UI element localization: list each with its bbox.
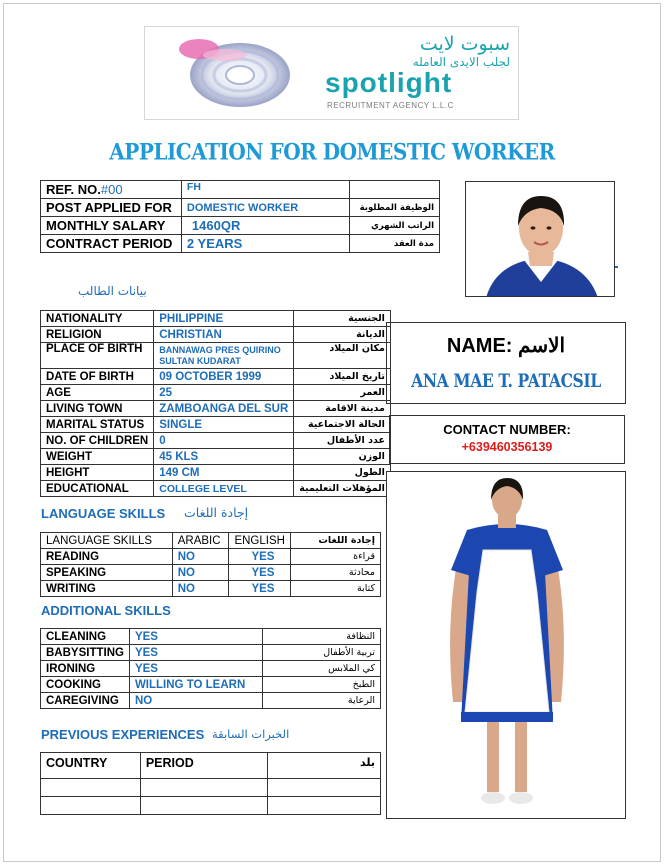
living-town-arabic: مدينة الاقامة <box>294 401 391 417</box>
writing-arabic: NO <box>172 581 229 597</box>
table-row <box>41 433 391 449</box>
speaking-label: SPEAKING <box>41 565 173 581</box>
exp-cell <box>41 797 141 815</box>
table-row <box>41 217 440 235</box>
personal-details-table <box>40 310 391 497</box>
writing-ar-label: كتابة <box>290 581 380 597</box>
education-value: COLLEGE LEVEL <box>154 481 294 497</box>
lang-col-english: ENGLISH <box>229 533 291 549</box>
babysitting-label: BABYSITTING <box>41 645 130 661</box>
table-row <box>41 645 381 661</box>
caregiving-label: CAREGIVING <box>41 693 130 709</box>
logo-arabic-name: سبوت لايت <box>419 33 510 55</box>
experience-heading: PREVIOUS EXPERIENCES <box>41 727 205 742</box>
birthplace-value: BANNAWAG PRES QUIRINO SULTAN KUDARAT <box>154 343 294 369</box>
cooking-label: COOKING <box>41 677 130 693</box>
exp-col-country-ar: بلد <box>268 753 381 779</box>
salary-value: 1460QR <box>181 217 349 235</box>
writing-english: YES <box>229 581 291 597</box>
exp-cell <box>268 797 381 815</box>
table-row <box>41 199 440 217</box>
ref-arabic <box>350 181 440 199</box>
dob-label: DATE OF BIRTH <box>41 369 154 385</box>
birthplace-arabic: مكان الميلاد <box>294 343 391 369</box>
cleaning-value: YES <box>129 629 262 645</box>
full-body-image <box>387 472 626 819</box>
ironing-arabic: كي الملابس <box>263 661 381 677</box>
ref-label: REF. NO.#00 <box>41 181 182 199</box>
table-row <box>41 181 440 199</box>
babysitting-value: YES <box>129 645 262 661</box>
marital-label: MARITAL STATUS <box>41 417 154 433</box>
portrait-image <box>466 182 615 297</box>
spotlight-logo-icon <box>165 33 295 113</box>
babysitting-arabic: تربية الأطفال <box>263 645 381 661</box>
nationality-arabic: الجنسية <box>294 311 391 327</box>
additional-skills-heading: ADDITIONAL SKILLS <box>41 603 171 618</box>
portrait-photo <box>465 181 615 297</box>
caregiving-value: NO <box>129 693 262 709</box>
religion-value: CHRISTIAN <box>154 327 294 343</box>
page-title: APPLICATION FOR DOMESTIC WORKER <box>109 138 555 166</box>
living-town-value: ZAMBOANGA DEL SUR <box>154 401 294 417</box>
speaking-arabic: NO <box>172 565 229 581</box>
speaking-english: YES <box>229 565 291 581</box>
contact-number: +639460356139 <box>461 440 553 454</box>
photo-marker <box>615 266 618 268</box>
table-row <box>41 327 391 343</box>
lang-col-arabic-label: إجادة اللغات <box>290 533 380 549</box>
cleaning-arabic: النظافة <box>263 629 381 645</box>
table-row <box>41 343 391 369</box>
education-label: EDUCATIONAL <box>41 481 154 497</box>
reading-ar-label: قراءة <box>290 549 380 565</box>
weight-value: 45 KLS <box>154 449 294 465</box>
children-value: 0 <box>154 433 294 449</box>
table-row <box>41 385 391 401</box>
children-arabic: عدد الأطفال <box>294 433 391 449</box>
cooking-arabic: الطبخ <box>263 677 381 693</box>
age-value: 25 <box>154 385 294 401</box>
age-label: AGE <box>41 385 154 401</box>
dob-arabic: تاريخ الميلاد <box>294 369 391 385</box>
table-row <box>41 693 381 709</box>
table-row <box>41 533 381 549</box>
table-row <box>41 565 381 581</box>
nationality-value: PHILIPPINE <box>154 311 294 327</box>
language-skills-table <box>40 532 381 597</box>
contract-value: 2 YEARS <box>181 235 349 253</box>
ironing-label: IRONING <box>41 661 130 677</box>
exp-cell <box>41 779 141 797</box>
religion-label: RELIGION <box>41 327 154 343</box>
living-town-label: LIVING TOWN <box>41 401 154 417</box>
height-label: HEIGHT <box>41 465 154 481</box>
table-row <box>41 753 381 779</box>
lang-col-skills: LANGUAGE SKILLS <box>41 533 173 549</box>
logo-subtitle: RECRUITMENT AGENCY L.L.C <box>327 101 454 110</box>
reading-label: READING <box>41 549 173 565</box>
experience-heading-ar: الخبرات السابقة <box>212 727 290 741</box>
language-skills-heading: LANGUAGE SKILLS <box>41 506 166 521</box>
children-label: NO. OF CHILDREN <box>41 433 154 449</box>
age-arabic: العمر <box>294 385 391 401</box>
contact-label: CONTACT NUMBER: <box>443 422 571 437</box>
exp-cell <box>140 779 268 797</box>
name-label: NAME: الاسم <box>446 335 566 357</box>
table-row <box>41 449 391 465</box>
post-label: POST APPLIED FOR <box>41 199 182 217</box>
contract-label: CONTRACT PERIOD <box>41 235 182 253</box>
birthplace-label: PLACE OF BIRTH <box>41 343 154 369</box>
exp-col-country: COUNTRY <box>41 753 141 779</box>
exp-cell <box>268 779 381 797</box>
cooking-value: WILLING TO LEARN <box>129 677 262 693</box>
table-row <box>41 581 381 597</box>
post-arabic: الوظيفة المطلوبة <box>350 199 440 217</box>
salary-label: MONTHLY SALARY <box>41 217 182 235</box>
marital-arabic: الحالة الاجتماعية <box>294 417 391 433</box>
salary-arabic: الراتب الشهري <box>350 217 440 235</box>
contract-arabic: مدة العقد <box>350 235 440 253</box>
exp-col-period: PERIOD <box>140 753 268 779</box>
logo-arabic-subtitle: لجلب الايدى العامله <box>412 55 510 69</box>
table-row <box>41 677 381 693</box>
table-row <box>41 465 391 481</box>
ironing-value: YES <box>129 661 262 677</box>
writing-label: WRITING <box>41 581 173 597</box>
table-row <box>41 549 381 565</box>
table-row <box>41 311 391 327</box>
height-arabic: الطول <box>294 465 391 481</box>
header-table <box>40 180 440 253</box>
experience-table <box>40 752 381 815</box>
table-row <box>41 417 391 433</box>
reading-english: YES <box>229 549 291 565</box>
weight-label: WEIGHT <box>41 449 154 465</box>
table-row <box>41 629 381 645</box>
cleaning-label: CLEANING <box>41 629 130 645</box>
post-value: DOMESTIC WORKER <box>181 199 349 217</box>
nationality-label: NATIONALITY <box>41 311 154 327</box>
lang-col-arabic: ARABIC <box>172 533 229 549</box>
contact-box <box>389 415 625 464</box>
applicant-heading: بيانات الطالب <box>78 284 147 298</box>
table-row <box>41 661 381 677</box>
logo-english-name: spotlight <box>325 67 453 98</box>
full-body-photo <box>386 471 626 819</box>
applicant-name: ANA MAE T. PATACSIL <box>411 370 601 392</box>
language-skills-heading-ar: إجادة اللغات <box>184 505 249 520</box>
height-value: 149 CM <box>154 465 294 481</box>
name-box <box>386 322 626 404</box>
exp-cell <box>140 797 268 815</box>
table-row <box>41 369 391 385</box>
agency-logo <box>144 26 519 120</box>
marital-value: SINGLE <box>154 417 294 433</box>
table-row <box>41 779 381 797</box>
caregiving-arabic: الرعاية <box>263 693 381 709</box>
table-row <box>41 235 440 253</box>
reading-arabic: NO <box>172 549 229 565</box>
dob-value: 09 OCTOBER 1999 <box>154 369 294 385</box>
ref-value: FH <box>181 181 349 199</box>
weight-arabic: الوزن <box>294 449 391 465</box>
education-arabic: المؤهلات التعليمية <box>294 481 391 497</box>
table-row <box>41 481 391 497</box>
additional-skills-table <box>40 628 381 709</box>
speaking-ar-label: محادثة <box>290 565 380 581</box>
table-row <box>41 401 391 417</box>
religion-arabic: الديانة <box>294 327 391 343</box>
table-row <box>41 797 381 815</box>
